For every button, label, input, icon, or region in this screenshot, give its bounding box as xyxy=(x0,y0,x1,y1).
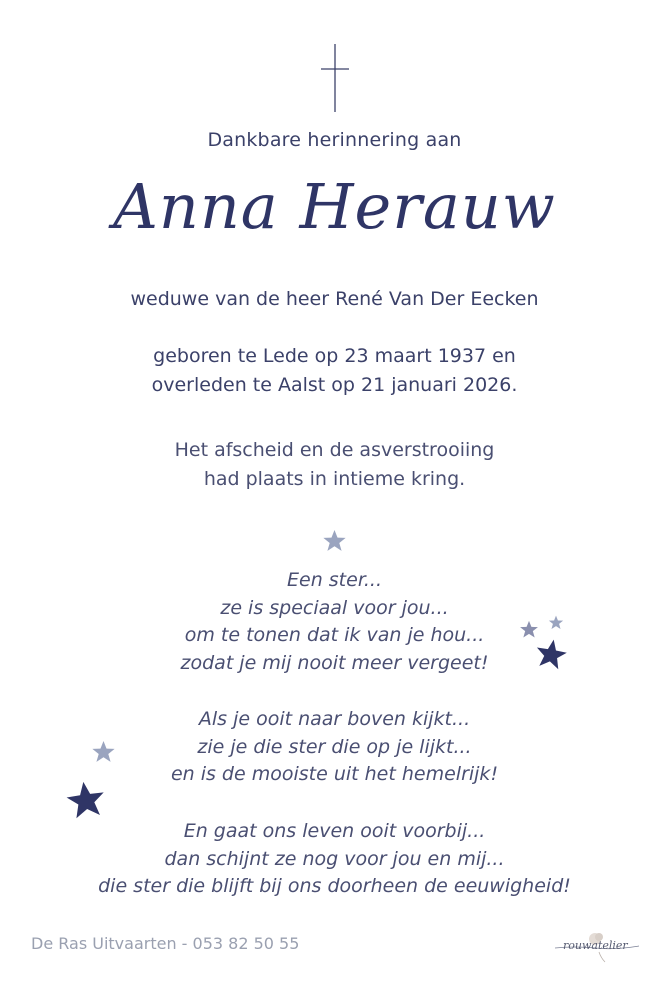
logo-text: rouwatelier xyxy=(563,939,628,952)
farewell-block xyxy=(0,436,669,494)
birth-line: geboren te Lede op 23 maart 1937 en xyxy=(153,345,516,367)
poem-stanza-1 xyxy=(0,567,669,677)
poem-line: ze is speciaal voor jou... xyxy=(220,596,449,619)
death-line: overleden te Aalst op 21 januari 2026. xyxy=(151,374,518,396)
poem-line: en is de mooiste uit het hemelrijk! xyxy=(170,763,499,785)
poem-line: zodat je mij nooit meer vergeet! xyxy=(180,651,489,674)
poem-line: Een ster... xyxy=(287,569,382,591)
farewell-line-2: had plaats in intieme kring. xyxy=(203,468,466,490)
poem-line: Als je ooit naar boven kijkt... xyxy=(198,708,471,730)
star-icon xyxy=(322,529,347,554)
dates-block xyxy=(0,342,669,400)
intro-text: Dankbare herinnering aan xyxy=(207,129,462,151)
poem-line: dan schijnt ze nog voor jou en mij... xyxy=(164,847,505,870)
widow-line: weduwe van de heer René Van Der Eecken xyxy=(130,288,539,310)
poem-stanza-3 xyxy=(0,818,669,901)
funeral-home-contact: De Ras Uitvaarten - 053 82 50 55 xyxy=(31,934,300,953)
farewell-line-1: Het afscheid en de asverstrooiing xyxy=(174,439,495,461)
rouwatelier-logo xyxy=(555,930,641,964)
poem-line: om te tonen dat ik van je hou... xyxy=(184,624,485,646)
cross-icon xyxy=(320,44,350,112)
poem-line: zie je die ster die op je lijkt... xyxy=(197,735,472,758)
poem-line: die ster die blijft bij ons doorheen de eeuwigheid! xyxy=(98,875,571,897)
deceased-name: Anna Herauw xyxy=(113,170,556,243)
poem-line: En gaat ons leven ooit voorbij... xyxy=(183,820,486,842)
poem-stanza-2 xyxy=(0,706,669,789)
